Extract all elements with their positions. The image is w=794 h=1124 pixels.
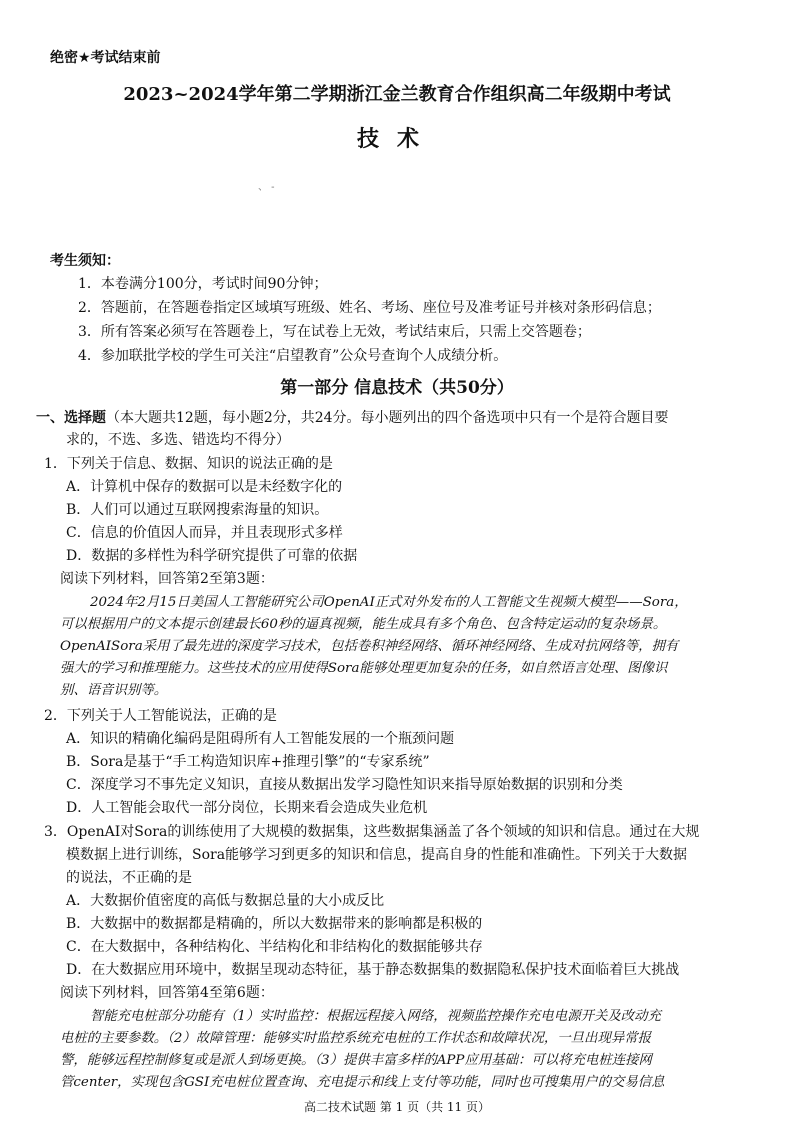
exam-title: 2023~2024学年第二学期浙江金兰教育合作组织高二年级期中考试 (123, 84, 671, 105)
notice-item: 1．本卷满分100分，考试时间90分钟； (78, 276, 328, 292)
question-3-option-c: C．在大数据中，各种结构化、半结构化和非结构化的数据能够共存 (66, 939, 483, 955)
notice-item: 4．参加联批学校的学生可关注“启望教育”公众号查询个人成绩分析。 (78, 348, 508, 364)
reading-material-line: 别、语音识别等。 (60, 683, 168, 698)
section-desc-cont: 求的，不选、多选、错选均不得分） (66, 432, 290, 448)
reading-material-line: OpenAISora采用了最先进的深度学习技术，包括卷积神经网络、循环神经网络、生成对抗网络等，拥有 (60, 639, 679, 654)
part-heading: 第一部分 信息技术（共50分） (280, 378, 514, 398)
question-3-option-d: D．在大数据应用环境中，数据呈现动态特征，基于静态数据集的数据隐私保护技术面临着巨大挑战 (66, 962, 680, 978)
reading-material-line: 警，能够远程控制修复或是派人到场更换。（3）提供丰富多样的APP应用基础：可以将充电桩连接网 (60, 1053, 652, 1068)
question-2-option-c: C．深度学习不事先定义知识，直接从数据出发学习隐性知识来指导原始数据的识别和分类 (66, 777, 623, 793)
question-3-option-a: A．大数据价值密度的高低与数据总量的大小成反比 (66, 893, 385, 909)
reading-prompt: 阅读下列材料，回答第4至第6题： (60, 985, 274, 1001)
notice-item: 3．所有答案必须写在答题卷上，写在试卷上无效，考试结束后，只需上交答题卷； (78, 324, 591, 340)
question-3-option-b: B．大数据中的数据都是精确的，所以大数据带来的影响都是积极的 (66, 916, 483, 932)
section-desc: （本大题共12题，每小题2分，共24分。每小题列出的四个备选项中只有一个是符合题目要 (106, 410, 669, 426)
stray-mark: 、 - (258, 182, 275, 193)
question-3-stem: 3．OpenAI对Sora的训练使用了大规模的数据集，这些数据集涵盖了各个领域的知识和信息。通过在大规 (44, 824, 700, 840)
question-1-stem: 1．下列关于信息、数据、知识的说法正确的是 (44, 456, 333, 472)
notice-heading: 考生须知： (50, 253, 120, 269)
question-2-option-d: D．人工智能会取代一部分岗位，长期来看会造成失业危机 (66, 800, 428, 816)
question-1-option-a: A．计算机中保存的数据可以是未经数字化的 (66, 479, 343, 495)
reading-material-line: 强大的学习和推理能力。这些技术的应用使得Sora能够处理更加复杂的任务，如自然语言处理、图像识 (60, 661, 668, 676)
reading-prompt: 阅读下列材料，回答第2至第3题： (60, 571, 274, 587)
question-2-stem: 2．下列关于人工智能说法，正确的是 (44, 708, 277, 724)
question-1-option-c: C．信息的价值因人而异，并且表现形式多样 (66, 525, 343, 541)
question-3-stem-cont: 的说法，不正确的是 (66, 870, 192, 886)
question-2-option-a: A．知识的精确化编码是阻碍所有人工智能发展的一个瓶颈问题 (66, 731, 455, 747)
reading-material-line: 电桩的主要参数。（2）故障管理：能够实时监控系统充电桩的工作状态和故障状况，一旦出现异常报 (60, 1031, 652, 1046)
question-3-stem-cont: 模数据上进行训练，Sora能够学习到更多的知识和信息，提高自身的性能和准确性。下列关于大数据 (66, 847, 688, 863)
reading-material-line: 管center，实现包含GSI充电桩位置查询、充电提示和线上支付等功能，同时也可搜集用户的交易信息 (60, 1075, 665, 1090)
reading-material-line: 智能充电桩部分功能有（1）实时监控：根据远程接入网络，视频监控操作充电电源开关及改动充 (90, 1009, 661, 1024)
question-1-option-d: D．数据的多样性为科学研究提供了可靠的依据 (66, 548, 358, 564)
question-2-option-b: B．Sora是基于“手工构造知识库+推理引擎”的“专家系统” (66, 754, 430, 770)
subject-title: 技术 (356, 126, 437, 152)
reading-material-line: 2024年2月15日美国人工智能研究公司OpenAI正式对外发布的人工智能文生视频大模型——Sora， (90, 595, 688, 610)
notice-item: 2．答题前，在答题卷指定区域填写班级、姓名、考场、座位号及准考证号并核对条形码信息； (78, 300, 661, 316)
section-label: 一、选择题 (36, 410, 106, 426)
page-footer: 高二技术试题 第 1 页（共 11 页） (304, 1100, 490, 1114)
section-intro (36, 408, 669, 429)
question-1-option-b: B．人们可以通过互联网搜索海量的知识。 (66, 502, 329, 518)
confidential-label: 绝密★考试结束前 (50, 50, 161, 66)
reading-material-line: 可以根据用户的文本提示创建最长60秒的逼真视频，能生成具有多个角色、包含特定运动的复杂场景。 (60, 617, 667, 632)
